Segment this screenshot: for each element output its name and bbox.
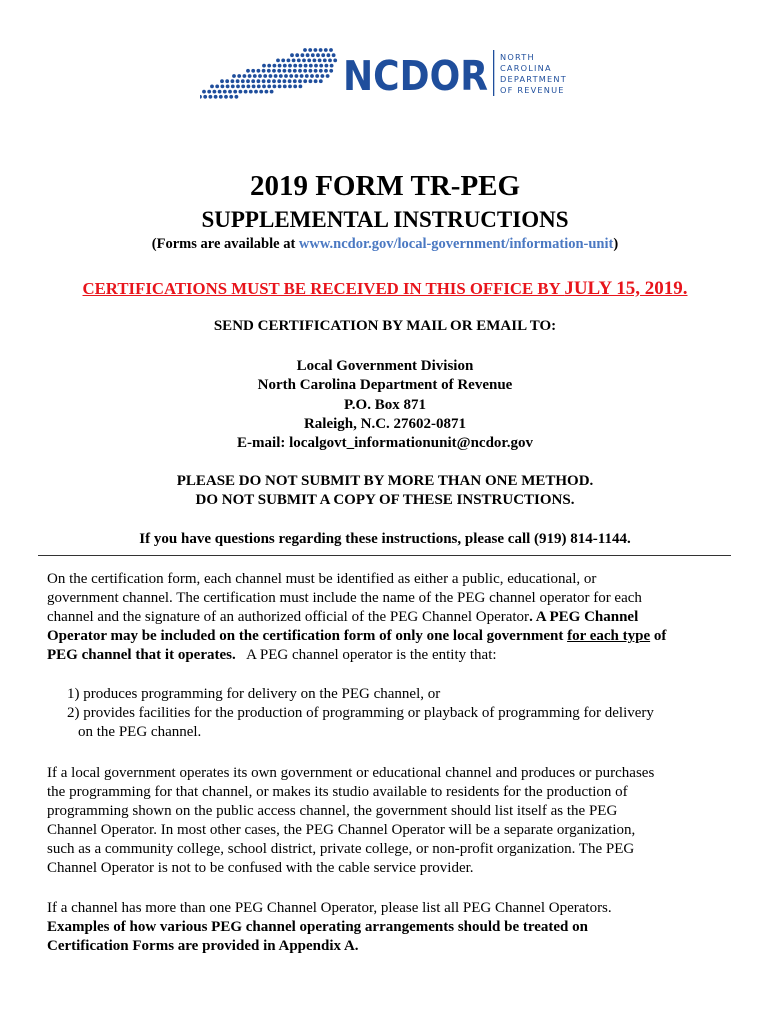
submission-warnings <box>0 472 770 511</box>
page-subtitle: SUPPLEMENTAL INSTRUCTIONS <box>201 207 569 232</box>
text-line: such as a community college, school district, private college, or non-profit organization. The PEG <box>47 841 635 858</box>
text-run: of <box>650 628 667 645</box>
horizontal-divider <box>38 555 731 556</box>
text-line <box>47 608 732 627</box>
availability-prefix: (Forms are available at <box>151 236 299 252</box>
deadline-text: CERTIFICATIONS MUST BE RECEIVED IN THIS OFFICE BY <box>82 279 565 298</box>
text-line: Certification Forms are provided in Appendix A. <box>47 938 359 955</box>
paragraph-local-government <box>47 764 732 879</box>
text-line: the programming for that channel, or makes its studio available to residents for the production of <box>47 784 628 801</box>
nc-state-map-icon <box>200 48 337 99</box>
deadline-notice <box>0 278 770 300</box>
availability-suffix: ) <box>613 236 619 252</box>
address-line: P.O. Box 871 <box>344 396 426 413</box>
text-line: If a local government operates its own government or educational channel and produces or purchases <box>47 765 655 781</box>
logo-line-3: DEPARTMENT <box>500 74 567 84</box>
logo-line-1: NORTH <box>500 52 535 62</box>
text-run-bold: PEG channel that it operates. <box>47 647 236 664</box>
text-line: If a channel has more than one PEG Channel Operator, please list all PEG Channel Operators. <box>47 900 612 916</box>
list-item-continuation: on the PEG channel. <box>78 724 202 741</box>
text-line: government channel. The certification must include the name of the PEG channel operator for each <box>47 590 642 607</box>
text-run: channel and the signature of an authorized official of the PEG Channel Operator <box>47 609 530 626</box>
page-title: 2019 FORM TR-PEG <box>249 170 521 202</box>
text-run: Operator may be included on the certification form of only one local government <box>47 628 568 645</box>
forms-link[interactable]: www.ncdor.gov/local-government/information-unit <box>298 236 614 252</box>
list-item: 1) produces programming for delivery on the PEG channel, or <box>67 686 441 702</box>
paragraph-multiple-operators <box>47 899 732 956</box>
questions-note: If you have questions regarding these instructions, please call (919) 814-1144. <box>139 531 631 547</box>
text-line <box>47 627 732 646</box>
text-run-bold: . A PEG Channel <box>529 609 639 626</box>
address-line: North Carolina Department of Revenue <box>257 377 513 394</box>
availability-note <box>0 236 770 253</box>
logo-line-4: OF REVENUE <box>500 85 565 95</box>
address-line: Raleigh, N.C. 27602-0871 <box>303 415 467 432</box>
ncdor-logo <box>200 44 580 104</box>
list-item: 2) provides facilities for the production of programming or playback of programming for delivery <box>67 705 654 722</box>
text-line: Channel Operator. In most other cases, the PEG Channel Operator will be a separate organization, <box>47 822 636 839</box>
deadline-date: JULY 15, 2019. <box>564 278 688 299</box>
address-line: Local Government Division <box>296 358 474 374</box>
logo-divider <box>493 50 494 96</box>
mailing-address <box>0 357 770 453</box>
logo-wordmark: NCDOR <box>343 52 488 100</box>
send-to-heading: SEND CERTIFICATION BY MAIL OR EMAIL TO: <box>213 318 557 334</box>
text-line: Examples of how various PEG channel operating arrangements should be treated on <box>47 919 588 936</box>
text-run-underlined: for each type <box>567 628 651 645</box>
warning-line: PLEASE DO NOT SUBMIT BY MORE THAN ONE METHOD. <box>176 473 594 489</box>
operator-definition-list <box>47 685 732 742</box>
text-run: A PEG channel operator is the entity that: <box>235 647 497 664</box>
text-line: Channel Operator is not to be confused with the cable service provider. <box>47 860 474 877</box>
text-line <box>47 646 732 665</box>
warning-line: DO NOT SUBMIT A COPY OF THESE INSTRUCTIONS. <box>195 492 575 509</box>
address-email: E-mail: localgovt_informationunit@ncdor.gov <box>237 435 533 452</box>
text-line: programming shown on the public access channel, the government should list itself as the PEG <box>47 803 618 820</box>
text-line: On the certification form, each channel must be identified as either a public, educational, or <box>47 571 597 587</box>
paragraph-channel-identification <box>47 570 732 665</box>
logo-line-2: CAROLINA <box>500 63 552 73</box>
